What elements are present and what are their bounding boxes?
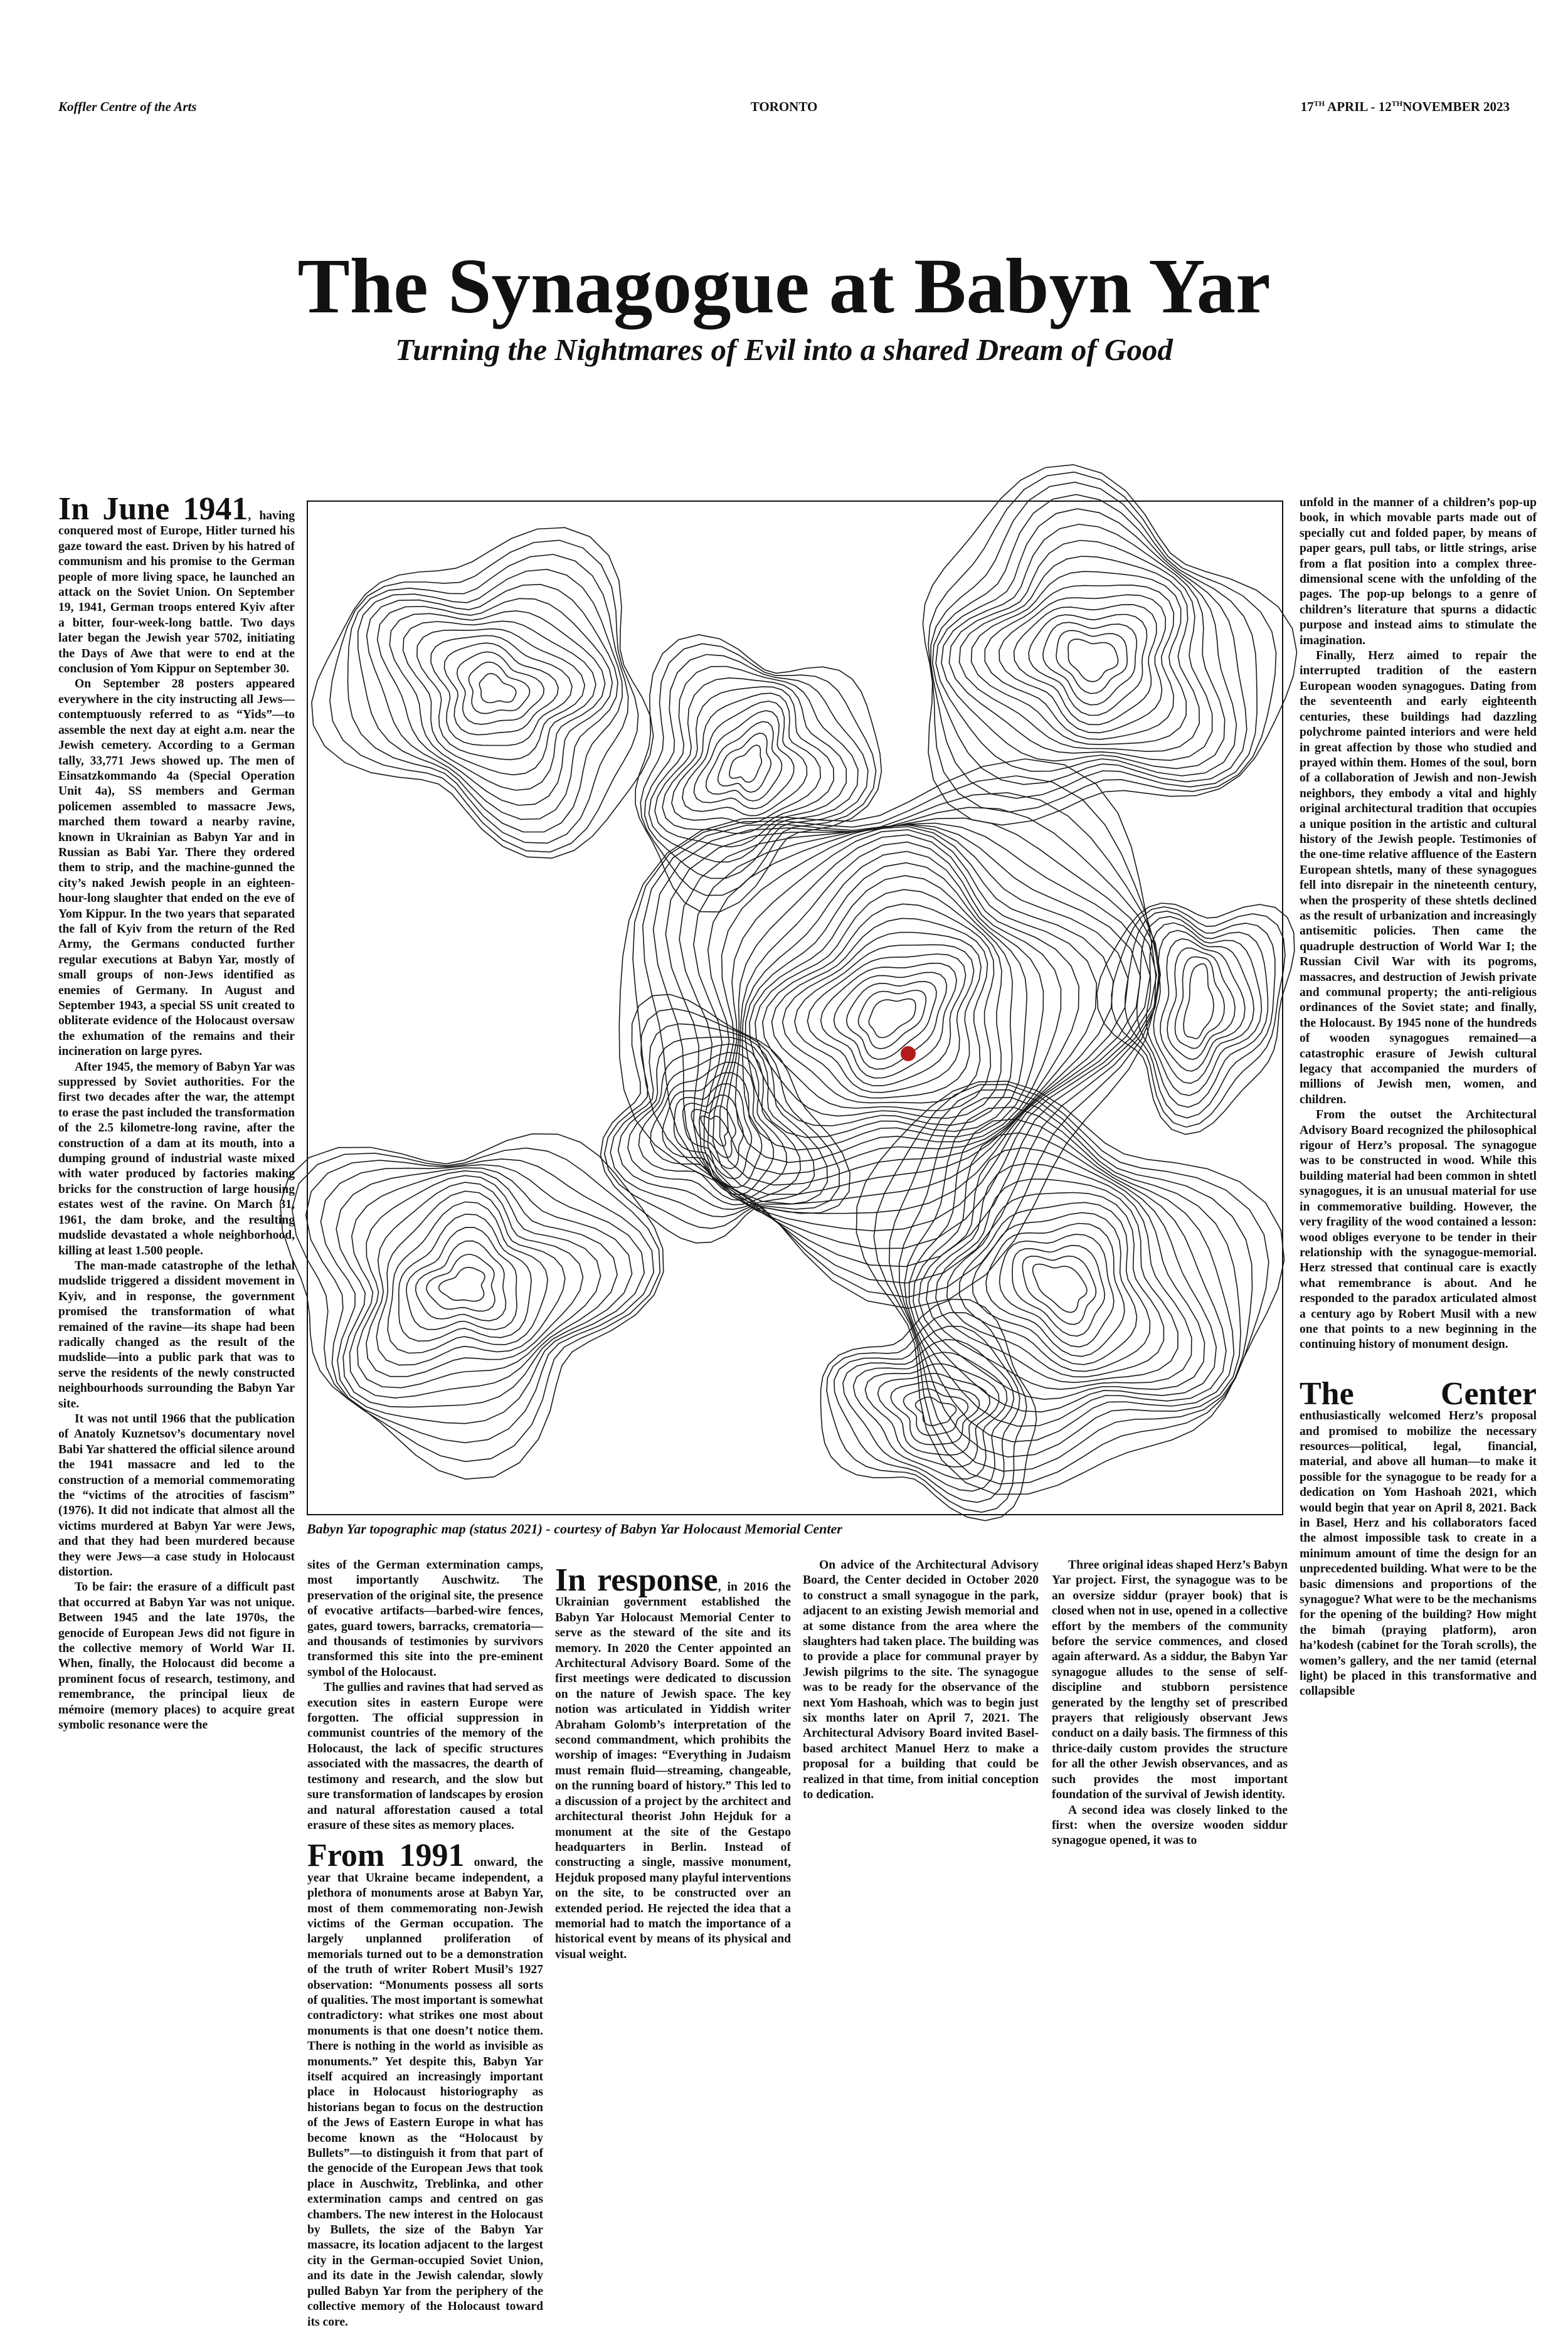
contour-line xyxy=(618,1037,815,1209)
contour-line xyxy=(1184,964,1214,1039)
contour-line xyxy=(999,595,1165,733)
contour-line xyxy=(292,1148,660,1461)
paragraph: Finally, Herz aimed to repair the interrupted tradition of the eastern European wooden synagogues. Dating from the seventeenth and early eighteenth centuries, these buildings had dazzling polychrome painted interiors and were held in great affection by those who studied and prayed within them. Homes of the soul, born of a collaboration of Jewish and non-Jewish neighbors, they embody a vital and highly original architectural tradition that occupies a unique position in the artistic and cultural history of the Jewish people. Testimonies of the one-time relative affluence of the Eastern European shtetls, many of these synagogues fell into disrepair in the nineteenth century, when the prosperity of these shtetls declined as the result of urbanization and increasingly antisemitic policies. Then came the quadruple destruction of World War I; the Russian Civil War with its pogroms, massacres, and destruction of Jewish private and communal property; the anti-religious ordinances of the Soviet state; and finally, the Holocaust. By 1945 none of the hundreds of wooden synagogues remained—a catastrophic erasure of Jewish cultural legacy that accompanied the murders of millions of Jewish men, women, and children. xyxy=(1300,649,1537,1106)
contour-line xyxy=(874,1084,1269,1484)
contour-line xyxy=(388,1202,548,1353)
paragraph: On September 28 posters appeared everywhere in the city instructing all Jews—contemptuously referred to as “Yids”—to assemble the next day at eight a.m. near the Jewish cemetery. According to a German tally, 33,771 Jews showed up. The men of Einsatzkommando 4a (Special Operation Unit 4a), SS members and German policemen assembled to massacre Jews, marched them toward a nearby ravine, known in Ukrainian as Babyn Yar and in Russian as Babi Yar. There they ordered them to strip, and the machine-gunned the city’s naked Jewish people in an eighteen-hour-long slaughter that ended on the eve of Yom Kippur. In the two years that separated the fall of Kyiv from the return of the Red Army, the Germans conducted further regular executions at Babyn Yar, mostly of small groups of non-Jews identified as enemies of Germany. In August and September 1943, a special SS unit created to obliterate evidence of the Holocaust oversaw the exhumation of the remains and their incineration on large pyres. xyxy=(58,677,295,1059)
contour-line xyxy=(426,1254,495,1311)
paragraph-text: , in 2016 the Ukrainian government established the Babyn Yar Holocaust Memorial Center to serve as the steward of the site and its memory. In 2020 the Center appointed an Architectural Advisory Board. Some of the first meetings were dedicated to discussion on the nature of Jewish space. The key notion was articulated in Yiddish writer Abraham Golomb’s interpretation of the second commandment, which prohibits the worship of images: “Everything in Judaism must remain fluid—streaming, changeable, on the running board of history.” This led to a discussion of a project by the architect and architectural theorist John Hejduk for a monument at the site of the Gestapo headquarters in Berlin. Instead of constructing a single, massive monument, Hejduk proposed many playful interventions on the site, to be constructed over an extended period. He rejected the idea that a memorial had to match the importance of a historical event by means of its physical and visual weight. xyxy=(555,1581,791,1961)
contour-line xyxy=(376,1191,565,1365)
text-column-3 xyxy=(555,1558,791,2176)
contour-line xyxy=(417,629,585,760)
contour-line xyxy=(601,995,850,1243)
paragraph: A second idea was closely linked to the first: when the oversize wooden siddur synagogue opened, it was to xyxy=(1052,1803,1288,1848)
contour-line xyxy=(682,701,807,816)
paragraph-text: , having conquered most of Europe, Hitler turned his gaze toward the east. Driven by his hatred of communism and his promise to the German people of more living space, he launched an attack on the Soviet Union. On September 19, 1941, German troops entered Kyiv after a bitter, four-week-long battle. Two days later began the Jewish year 5702, initiating the Days of Awe that were to end at the conclusion of Yom Kippur on September 30. xyxy=(58,509,295,676)
contour-line xyxy=(916,1397,956,1426)
map-caption: Babyn Yar topographic map (status 2021) - courtesy of Babyn Yar Holocaust Memorial Center xyxy=(307,1521,842,1537)
contour-line xyxy=(1000,1234,1114,1347)
contour-line xyxy=(763,904,994,1110)
contour-line xyxy=(312,527,654,858)
end-suffix: TH xyxy=(1391,99,1403,108)
contour-line xyxy=(718,733,771,792)
lead-june-1941: In June 1941 xyxy=(58,491,248,527)
city-label: TORONTO xyxy=(750,99,818,114)
contour-line xyxy=(1043,622,1137,705)
start-rest: APRIL - 12 xyxy=(1324,99,1392,114)
contour-line xyxy=(348,554,628,843)
contour-line xyxy=(854,1352,1007,1479)
paragraph xyxy=(307,1838,543,2330)
contour-line xyxy=(913,1133,1216,1412)
contour-line xyxy=(843,1340,1014,1491)
paragraph xyxy=(555,1562,791,1962)
paragraph-text: enthusiastically welcomed Herz’s proposal and promised to mobilize the necessary resources—political, legal, financial, material, and above all human—to make it possible for the synagogue to be ready for a dedication on Yom Hashoah 2021, which would begin that year on April 8, 2021. Back in Basel, Herz and his collaborators faced the almost impossible task to create in a minimum amount of time the design for an unprecedented building. What were to be the basic dimensions and proportions of the synagogue? What were to be the mechanisms for the opening of the building? How might the bimah (praying platform), aron ha’kodesh (cabinet for the Torah scrolls), the women’s gallery, and the ner tamid (eternal light) be placed in this transformative and collapsible xyxy=(1300,1409,1537,1698)
contour-line xyxy=(1175,957,1224,1049)
paragraph: To be fair: the erasure of a difficult past that occurred at Babyn Yar was not unique. Between 1945 and the late 1970s, the genocide of European Jews did not figure in the collective memory of World War II. When, finally, the Holocaust did become a prominent focus of research, testimony, and remembrance, the principal lieux de mémoire (memory places) to acquire great symbolic resonance were the xyxy=(58,1581,295,1732)
contour-line xyxy=(889,1090,1253,1471)
paragraph: The man-made catastrophe of the lethal mudslide triggered a dissident movement in Kyiv, and in response, the government promised the transformation of what remained of the ravine—its shape had been radically changed as the result of the mudslide—into a public park that was to serve the residents of the newly constructed neighbourhoods surrounding the Babyn Yar site. xyxy=(58,1259,295,1411)
paragraph: The gullies and ravines that had served as execution sites in eastern Europe were forgotten. The official suppression in communist countries of the memory of the Holocaust, the lack of specific structures associated with the massacres, the dearth of testimony and research, and the slow but sure transformation of landscapes by erosion and natural afforestation caused a total erasure of these sites as memory places. xyxy=(307,1681,544,1832)
contour-line xyxy=(350,1171,618,1398)
paragraph: It was not until 1966 that the publication of Anatoly Kuznetsov’s documentary novel Babi Yar shattered the official silence around the 1941 massacre and led to the construction of a memorial commemorating the “victims of the atrocities of fascism” (1976). It did not indicate that almost all the victims murdered at Babyn Yar were Jews, and that they had been murdered because they were Jews—a case study in Holocaust distortion. xyxy=(58,1412,295,1579)
location-marker xyxy=(901,1046,916,1061)
contour-line xyxy=(931,482,1257,798)
lead-the-center: The Center xyxy=(1300,1375,1537,1412)
contour-line xyxy=(869,999,916,1038)
lead-in-response: In response xyxy=(555,1562,718,1598)
contour-line xyxy=(306,1159,654,1443)
article-title: The Synagogue at Babyn Yar xyxy=(297,243,1271,330)
contour-line xyxy=(904,1107,1234,1442)
contour-line xyxy=(694,711,793,808)
contour-line xyxy=(439,1268,485,1301)
contour-line xyxy=(610,1024,827,1217)
paragraph: After 1945, the memory of Babyn Yar was suppressed by Soviet authorities. For the first two decades after the war, the attempt to erase the past included the transformation of the 2.5 kilometre-long ravine, after the construction of a dam at its mouth, into a dumping ground of industrial waste mixed with water produced by factories making bricks for the construction of large housing estates west of the ravine. On March 31, 1961, the dam broke, and the resulting mudslide devastated a whole neighborhood, killing at least 1.500 people. xyxy=(58,1060,295,1258)
contour-line xyxy=(336,1168,632,1407)
paragraph xyxy=(1300,1375,1537,1700)
contour-line xyxy=(1056,630,1127,693)
contour-line xyxy=(973,1212,1137,1364)
paragraph-text: onward, the year that Ukraine became independent, a plethora of monuments arose at Babyn Yar, most of them commemorating non-Jewish victims of the German occupation. The largely unplanned proliferation of memorials turned out to be a demonstration of the truth of writer Robert Musil’s 1927 observation: “Monuments possess all sorts of qualities. The most important is somewhat contradictory: what strikes one most about monuments is that one doesn’t notice them. There is nothing in the world as invisible as monuments.” Yet despite this, Babyn Yar itself acquired an increasingly important place in Holocaust historiography as historians began to focus on the destruction of the Jews of Eastern Europe in what has become known as the “Holocaust by Bullets”—to distinguish it from that part of the genocide of the European Jews that took place in Auschwitz, Treblinka, and other extermination camps and centred on gas chambers. The new interest in the Holocaust by Bullets, the size of the Babyn Yar massacre, its location adjacent to the largest city in the German-occupied Soviet Union, and its date in the Jewish calendar, slowly pulled Babyn Yar from the periphery of the collective memory of the Holocaust toward its core. xyxy=(307,1856,543,2329)
contour-line xyxy=(859,990,926,1049)
contour-line xyxy=(735,842,1061,1163)
contour-line xyxy=(457,652,544,724)
text-column-2 xyxy=(307,1558,544,2329)
contour-line xyxy=(926,1163,1192,1389)
contour-line xyxy=(469,662,529,714)
contour-line xyxy=(1032,1264,1086,1312)
article-subtitle: Turning the Nightmares of Evil into a shared Dream of Good xyxy=(395,332,1173,367)
contour-line xyxy=(755,889,1002,1118)
paragraph: sites of the German extermination camps, most importantly Auschwitz. The preservation of the original site, the presence of evocative artifacts—barbed-wire fences, gates, guard towers, barracks, crematoria—and thousands of testimonies by survivors transformed this site into the pre-eminent symbol of the Holocaust. xyxy=(307,1559,543,1679)
contour-lines xyxy=(308,502,1282,1514)
text-column-6 xyxy=(1300,495,1537,2176)
contour-line xyxy=(941,524,1225,769)
text-column-1 xyxy=(58,491,295,2176)
exhibition-dates xyxy=(1301,99,1510,115)
start-day: 17 xyxy=(1300,99,1314,114)
publisher-name: Koffler Centre of the Arts xyxy=(58,99,197,114)
text-column-4 xyxy=(803,1558,1039,2176)
paragraph xyxy=(58,491,295,677)
contour-line xyxy=(403,621,596,775)
paragraph: unfold in the manner of a children’s pop-up book, in which movable parts made out of specially cut and folded paper, by means of paper gears, pull tabs, or little strings, arise from a flat position into a complex three-dimensional scene with the unfolding of the pages. The pop-up belongs to a genre of children’s literature that spurns a didactic purpose and instead aims to stimulate the imagination. xyxy=(1300,496,1537,647)
contour-line xyxy=(834,972,947,1069)
end-rest: NOVEMBER 2023 xyxy=(1402,99,1510,114)
start-suffix: TH xyxy=(1313,99,1325,108)
contour-line xyxy=(321,1165,645,1424)
text-column-5 xyxy=(1052,1558,1288,2176)
contour-line xyxy=(936,1179,1178,1382)
paragraph: Three original ideas shaped Herz’s Babyn Yar project. First, the synagogue was to be an oversize siddur (prayer book) that is closed when not in use, opened in a collective effort by the members of the community before the service commences, and closed again afterward. As a siddur, the Babyn Yar synagogue alludes to the sense of self-discipline and stubborn persistence generated by the lengthy set of prescribed prayers that religiously observant Jews conduct on a daily basis. The firmness of this thrice-daily custom provides the structure for all the other Jewish observances, and as such provides the most important foundation of the survival of Jewish identity. xyxy=(1052,1559,1288,1802)
contour-line xyxy=(771,918,987,1103)
contour-line xyxy=(330,540,638,852)
contour-line xyxy=(1068,639,1118,682)
contour-line xyxy=(635,635,881,912)
paragraph: From the outset the Architectural Advisory Board recognized the philosophical rigour of Herz’s proposal. The synagogue was to be constructed in wood. While this building material had been common in shtetl synagogues, it is an unusual material for use in commemorative building. However, the very fragility of the wood contained a lesson: wood obliges everyone to be tender in their relationship with the synagogue-memorial. Herz stressed that continual care is exactly what remembrance is about. And he responded to the paradox articulated almost a century ago by Robert Musil with a new one that points to a new beginning in the continuing history of monument design. xyxy=(1300,1108,1537,1352)
paragraph: On advice of the Architectural Advisory Board, the Center decided in October 2020 to construct a small synagogue in the park, adjacent to an existing Jewish memorial and at some distance from the area where the slaughters had taken place. The building was to provide a place for communal prayer by Jewish pilgrims to the site. The synagogue was to be ready for the observance of the next Yom Hashoah, which was to begin just six months later on April 7, 2021. The Architectural Advisory Board invited Basel-based architect Manuel Herz to make a proposal for a building that could be realized in that time, from initial conception to dedication. xyxy=(803,1559,1039,1802)
lead-from-1991: From 1991 xyxy=(307,1838,465,1874)
contour-line xyxy=(807,954,965,1086)
topographic-map xyxy=(307,500,1283,1515)
contour-line xyxy=(367,585,618,820)
contour-line xyxy=(708,825,1128,1204)
contour-line xyxy=(431,635,572,745)
